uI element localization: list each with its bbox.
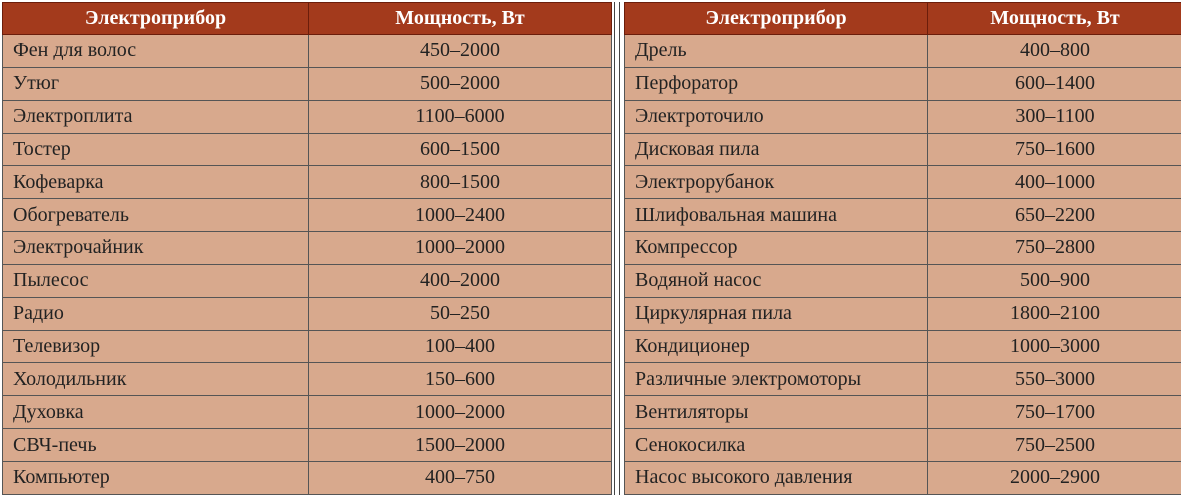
power-value-cell: 600–1400 [928,67,1181,100]
device-name-cell: Сенокосилка [625,429,928,462]
table-row [625,199,1181,232]
power-value-cell: 1000–2000 [309,396,612,429]
table-row [3,461,612,494]
device-name-cell: Фен для волос [3,35,309,68]
table-row [3,363,612,396]
power-value-cell: 400–750 [309,461,612,494]
table-row [3,429,612,462]
table-row [3,67,612,100]
power-value-cell: 150–600 [309,363,612,396]
power-value-cell: 500–900 [928,264,1181,297]
power-value-cell: 650–2200 [928,199,1181,232]
power-value-cell: 400–1000 [928,166,1181,199]
power-value-cell: 450–2000 [309,35,612,68]
device-name-cell: Телевизор [3,330,309,363]
device-name-cell: Электрорубанок [625,166,928,199]
device-name-cell: Утюг [3,67,309,100]
table-row [3,396,612,429]
device-name-cell: Пылесос [3,264,309,297]
device-name-cell: Компрессор [625,232,928,265]
power-value-cell: 1100–6000 [309,100,612,133]
table-row [625,166,1181,199]
table-row [3,264,612,297]
table-row [625,396,1181,429]
table-row [3,100,612,133]
device-name-cell: Холодильник [3,363,309,396]
table-row [3,199,612,232]
power-value-cell: 800–1500 [309,166,612,199]
device-name-cell: Духовка [3,396,309,429]
power-value-cell: 750–2800 [928,232,1181,265]
device-name-cell: Перфоратор [625,67,928,100]
right-table-body [625,35,1181,495]
power-value-cell: 400–800 [928,35,1181,68]
power-table-left [2,2,612,495]
table-row [3,166,612,199]
power-value-cell: 1500–2000 [309,429,612,462]
power-value-cell: 400–2000 [309,264,612,297]
table-row [625,264,1181,297]
power-value-cell: 750–2500 [928,429,1181,462]
device-name-cell: Компьютер [3,461,309,494]
table-row [3,232,612,265]
device-name-cell: Различные электромоторы [625,363,928,396]
header-row [625,3,1181,35]
device-name-cell: СВЧ-печь [3,429,309,462]
power-value-cell: 1000–2000 [309,232,612,265]
power-value-cell: 1000–3000 [928,330,1181,363]
power-value-cell: 550–3000 [928,363,1181,396]
device-name-cell: Обогреватель [3,199,309,232]
table-row [3,330,612,363]
left-table-body [3,35,612,495]
power-value-cell: 750–1600 [928,133,1181,166]
device-name-cell: Вентиляторы [625,396,928,429]
table-row [625,100,1181,133]
power-value-cell: 2000–2900 [928,461,1181,494]
power-value-cell: 500–2000 [309,67,612,100]
table-row [625,363,1181,396]
table-row [625,133,1181,166]
power-value-cell: 100–400 [309,330,612,363]
power-column-header: Мощность, Вт [928,3,1181,35]
table-row [625,35,1181,68]
header-row [3,3,612,35]
power-value-cell: 600–1500 [309,133,612,166]
table-row [625,67,1181,100]
device-name-cell: Дрель [625,35,928,68]
device-name-cell: Электроточило [625,100,928,133]
device-column-header: Электроприбор [625,3,928,35]
power-value-cell: 300–1100 [928,100,1181,133]
device-name-cell: Кофеварка [3,166,309,199]
device-name-cell: Тостер [3,133,309,166]
device-name-cell: Шлифовальная машина [625,199,928,232]
device-name-cell: Электрочайник [3,232,309,265]
power-value-cell: 1000–2400 [309,199,612,232]
device-name-cell: Водяной насос [625,264,928,297]
device-column-header: Электроприбор [3,3,309,35]
power-table-container [2,2,1181,495]
power-table-right [624,2,1181,495]
device-name-cell: Насос высокого давления [625,461,928,494]
device-name-cell: Кондиционер [625,330,928,363]
device-name-cell: Циркулярная пила [625,297,928,330]
table-row [3,297,612,330]
table-row [3,133,612,166]
table-row [625,429,1181,462]
power-value-cell: 1800–2100 [928,297,1181,330]
power-value-cell: 50–250 [309,297,612,330]
table-row [625,461,1181,494]
table-divider [614,2,620,495]
device-name-cell: Дисковая пила [625,133,928,166]
device-name-cell: Электроплита [3,100,309,133]
table-row [625,232,1181,265]
power-column-header: Мощность, Вт [309,3,612,35]
device-name-cell: Радио [3,297,309,330]
power-value-cell: 750–1700 [928,396,1181,429]
table-row [625,297,1181,330]
table-row [625,330,1181,363]
table-row [3,35,612,68]
